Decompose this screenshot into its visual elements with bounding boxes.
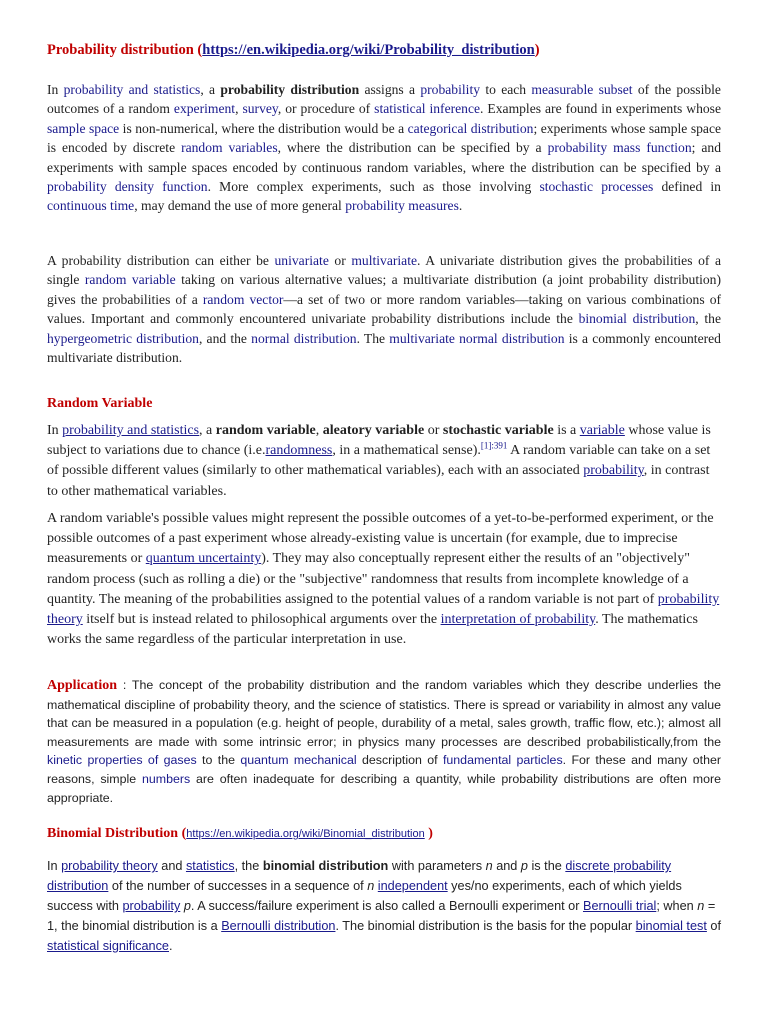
- inline-link[interactable]: categorical distribution: [407, 120, 534, 136]
- prob-dist-paragraph-1: In probability and statistics, a probability distribution assigns a probability to each measurable subset of the possible outcomes of a random experiment, survey, or procedure of statistical inference. Examples are found in experiments whose sample space is non-numerical, where the distribution would be a categorical distribution; experiments whose sample space is encoded by discrete random variables, where the distribution can be specified by a probability mass function; and experiments with sample spaces encoded by continuous random variables, where the distribution can be specified by a probability density function. More complex experiments, such as those involving stochastic processes defined in continuous time, may demand the use of more general probability measures.: [47, 82, 722, 214]
- inline-link[interactable]: random vector: [202, 291, 284, 307]
- binomial-paragraph: In probability theory and statistics, the binomial distribution with parameters n and p is the discrete probability distribution of the number of successes in a sequence of n independent yes/no experiments, each of which yields success with probability p. A success/failure experiment is also called a Bernoulli experiment or Bernoulli trial; when n = 1, the binomial distribution is a Bernoulli distribution. The binomial distribution is the basis for the popular binomial test of statistical significance.: [47, 859, 721, 953]
- bold-term: random variable: [215, 423, 316, 438]
- inline-link[interactable]: Bernoulli trial: [582, 899, 657, 913]
- inline-link[interactable]: independent: [377, 879, 448, 893]
- inline-link[interactable]: continuous time: [47, 198, 135, 214]
- italic-term: n: [485, 859, 493, 873]
- paren-open: (: [193, 42, 203, 58]
- inline-link[interactable]: probability theory: [61, 859, 158, 873]
- italic-term: p: [520, 859, 528, 873]
- prob-dist-url-link[interactable]: https://en.wikipedia.org/wiki/Probability_distribution: [202, 42, 535, 58]
- inline-link[interactable]: quantum uncertainty: [145, 551, 262, 567]
- inline-link[interactable]: probability density function: [47, 179, 208, 195]
- binomial-url-link[interactable]: https://en.wikipedia.org/wiki/Binomial_distribution: [186, 828, 425, 840]
- inline-link[interactable]: experiment: [173, 101, 236, 117]
- paren-close: ): [534, 42, 540, 58]
- inline-link[interactable]: binomial test: [635, 919, 707, 933]
- citation-superscript[interactable]: [1]:391: [480, 440, 508, 451]
- inline-link[interactable]: statistical inference: [374, 101, 481, 117]
- inline-link[interactable]: probability: [122, 899, 181, 913]
- inline-link[interactable]: univariate: [274, 253, 329, 268]
- inline-link[interactable]: randomness: [265, 443, 333, 459]
- paren-close: ): [424, 826, 433, 841]
- inline-link[interactable]: random variable: [84, 272, 176, 288]
- inline-link[interactable]: hypergeometric distribution: [47, 330, 199, 346]
- inline-link[interactable]: kinetic properties of gases: [47, 753, 197, 768]
- inline-link[interactable]: measurable subset: [531, 82, 633, 97]
- inline-link[interactable]: fundamental particles: [442, 753, 563, 768]
- paren-open: (: [178, 826, 187, 841]
- inline-link[interactable]: probability and statistics: [63, 82, 201, 97]
- inline-link[interactable]: survey: [242, 101, 278, 117]
- inline-link[interactable]: multivariate normal distribution: [389, 330, 565, 346]
- inline-link[interactable]: binomial distribution: [578, 311, 696, 327]
- bold-term: binomial distribution: [262, 859, 389, 873]
- inline-link[interactable]: interpretation of probability: [440, 612, 596, 628]
- inline-link[interactable]: probability: [583, 463, 644, 479]
- inline-link[interactable]: probability and statistics: [62, 423, 200, 438]
- bold-term: stochastic variable: [442, 423, 554, 438]
- inline-link[interactable]: stochastic processes: [539, 179, 654, 195]
- random-variable-paragraph-1: In probability and statistics, a random variable, aleatory variable or stochastic variable is a variable whose value is subject to variations due to chance (i.e.randomness, in a mathematical sense).$^{[1]:391}$ A random variable can take on a set of possible different values (similarly to other mathematical variables), each with an associated probability, in contrast to other mathematical variables.: [47, 423, 711, 499]
- prob-dist-title: Probability distribution: [47, 42, 194, 58]
- inline-link[interactable]: normal distribution: [251, 330, 357, 346]
- inline-link[interactable]: multivariate: [351, 253, 418, 268]
- inline-link[interactable]: numbers: [141, 771, 191, 786]
- inline-link[interactable]: probability theory: [47, 591, 720, 628]
- application-paragraph: [47, 676, 721, 807]
- prob-dist-heading: [47, 42, 721, 59]
- italic-term: p: [183, 899, 191, 913]
- inline-link[interactable]: discrete probability distribution: [47, 859, 672, 893]
- random-variable-heading: Random Variable: [47, 396, 153, 411]
- italic-term: n: [697, 899, 705, 913]
- inline-link[interactable]: quantum mechanical: [240, 753, 357, 768]
- prob-dist-paragraph-2: A probability distribution can either be univariate or multivariate. A univariate distribution gives the probabilities of a single random variable taking on various alternative values; a multivariate distribution (a joint probability distribution) gives the probabilities of a random vector—a set of two or more random variables—taking on various combinations of values. Important and commonly encountered univariate probability distributions include the binomial distribution, the hypergeometric distribution, and the normal distribution. The multivariate normal distribution is a commonly encountered multivariate distribution.: [47, 253, 722, 366]
- bold-term: probability distribution: [220, 82, 360, 97]
- inline-link[interactable]: statistical significance: [47, 939, 169, 953]
- application-label: Application: [47, 678, 118, 693]
- inline-link[interactable]: probability measures: [345, 198, 459, 214]
- inline-link[interactable]: probability mass function: [547, 140, 692, 156]
- inline-link[interactable]: probability: [420, 82, 481, 97]
- binomial-heading: [47, 826, 721, 842]
- random-variable-paragraph-2: A random variable's possible values might represent the possible outcomes of a yet-to-be-performed experiment, or the possible outcomes of a past experiment whose already-existing value is uncertain (for example, due to imprecise measurements or quantum uncertainty). They may also conceptually represent either the results of an "objectively" random process (such as rolling a die) or the "subjective" randomness that results from incomplete knowledge of a quantity. The meaning of the probabilities assigned to the potential values of a random variable is not part of probability theory itself but is instead related to philosophical arguments over the interpretation of probability. The mathematics works the same regardless of the particular interpretation in use.: [47, 511, 720, 648]
- italic-term: n: [367, 879, 375, 893]
- inline-link[interactable]: Bernoulli distribution: [221, 919, 336, 933]
- bold-term: aleatory variable: [322, 423, 425, 438]
- inline-link[interactable]: variable: [579, 423, 625, 438]
- inline-link[interactable]: statistics: [185, 859, 235, 873]
- inline-link[interactable]: sample space: [47, 120, 120, 136]
- application-text: : The concept of the probability distribution and the random variables which they describe underlies the mathematical discipline of probability theory, and the science of statistics. There is spread or variability in almost any value that can be measured in a population (e.g. height of people, durability of a metal, sales growth, traffic flow, etc.); almost all measurements are made with some intrinsic error; in physics many processes are described probabilistically,from the kinetic properties of gases to the quantum mechanical description of fundamental particles. For these and many other reasons, simple numbers are often inadequate for describing a quantity, while probability distributions are often more appropriate.: [47, 678, 722, 805]
- binomial-title: Binomial Distribution: [47, 826, 179, 841]
- inline-link[interactable]: random variables: [181, 140, 278, 156]
